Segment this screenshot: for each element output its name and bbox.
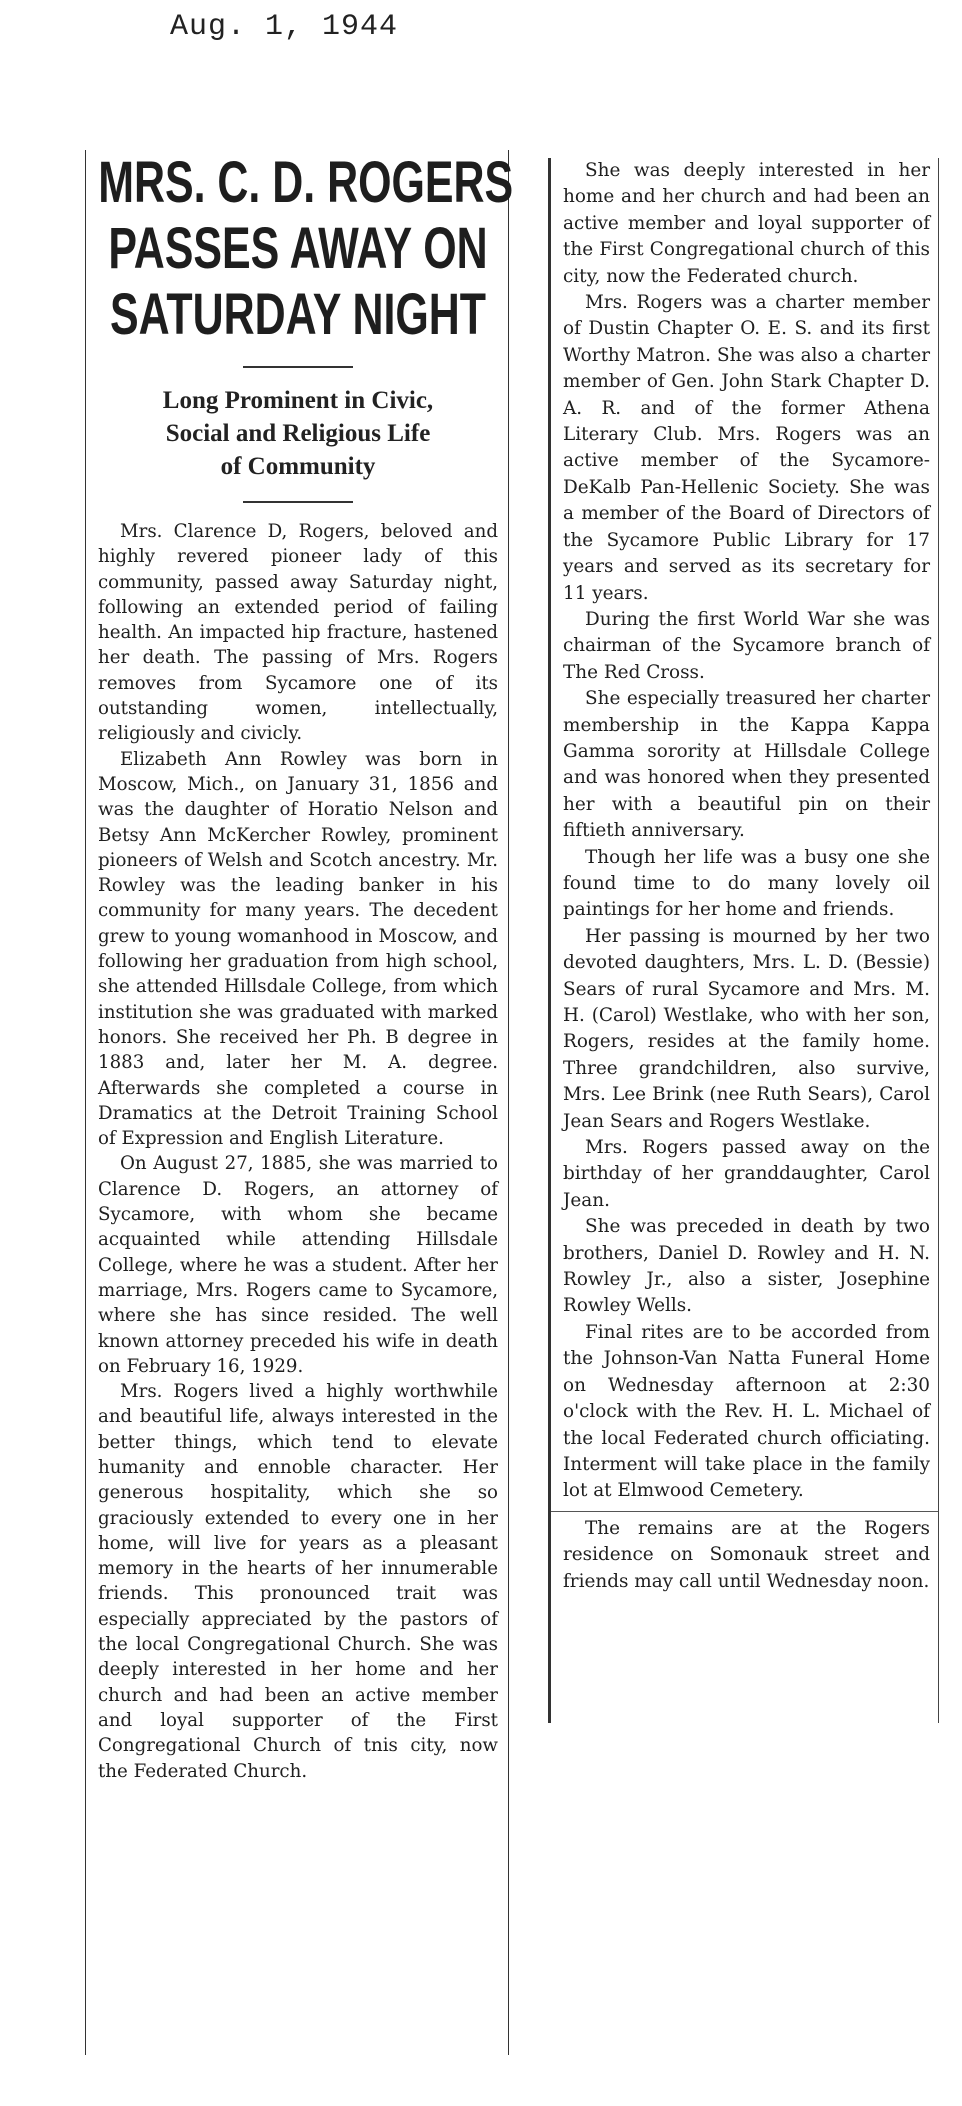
- paragraph: She was deeply interested in her home and her church and had been an active member and loyal supporter of the First Congregational church of this city, now the Federated church.: [563, 160, 930, 287]
- paragraph: She was preceded in death by two brothers, Daniel D. Rowley and H. N. Rowley Jr., also a sister, Josephine Rowley Wells.: [563, 1216, 930, 1317]
- subheadline-line-1: Long Prominent in Civic,: [162, 387, 434, 414]
- paragraph: During the first World War she was chairman of the Sycamore branch of The Red Cross.: [563, 608, 930, 683]
- subheadline-line-2: Social and Religious Life: [165, 420, 431, 447]
- clipping-date: Aug. 1, 1944: [170, 10, 399, 44]
- paragraph: Elizabeth Ann Rowley was born in Moscow, Mich., on January 31, 1856 and was the daughter of Horatio Nelson and Betsy Ann McKercher Rowley, prominent pioneers of Welsh and Scotch ancestry. Mr. Rowley was the leading banker in his community for many years. The decedent grew to young womanhood in Moscow, and following her graduation from high school, she attended Hillsdale College, from which institution she was graduated with marked honors. She received her Ph. B degree in 1883 and, later her M. A. degree. Afterwards she completed a course in Dramatics at the Detroit Training School of Expression and English Literature.: [98, 748, 498, 1150]
- visitation-note: The remains are at the Rogers residence on Somonauk street and friends may call until Wednesday noon.: [563, 1517, 930, 1592]
- paragraph: Mrs. Rogers passed away on the birthday of her granddaughter, Carol Jean.: [563, 1137, 930, 1211]
- paragraph: She especially treasured her charter membership in the Kappa Kappa Gamma sorority at Hillsdale College and was honored when they presented her with a beautiful pin on their fiftieth anniversary.: [563, 688, 930, 842]
- headline-line-1: MRS. C. D. ROGERS: [98, 150, 514, 215]
- paragraph: Though her life was a busy one she found time to do many lovely oil paintings for her home and friends.: [563, 846, 930, 921]
- headline-divider: [243, 366, 353, 368]
- paragraph: Mrs. Clarence D, Rogers, beloved and highly revered pioneer lady of this community, passed away Saturday night, following an extended period of failing health. An impacted hip fracture, hastened her death. The passing of Mrs. Rogers removes from Sycamore one of its outstanding women, intellectually, religiously and civicly.: [98, 521, 498, 745]
- subheadline-line-3: of Community: [220, 453, 376, 480]
- paragraph: Mrs. Rogers was a charter member of Dustin Chapter O. E. S. and its first Worthy Matron. She was also a charter member of Gen. John Stark Chapter D. A. R. and of the former Athena Literary Club. Mrs. Rogers was an active member of the Sycamore-DeKalb Pan-Hellenic Society. She was a member of the Board of Directors of the Sycamore Public Library for 17 years and served as its secretary for 11 years.: [563, 292, 930, 604]
- visitation-note-box: [551, 1511, 938, 1595]
- headline-line-3: SATURDAY NIGHT: [109, 282, 486, 347]
- paragraph: Her passing is mourned by her two devoted daughters, Mrs. L. D. (Bessie) Sears of rural Sycamore and Mrs. M. H. (Carol) Westlake, who with her son, Rogers, resides at the family home. Three grandchildren, also survive, Mrs. Lee Brink (nee Ruth Sears), Carol Jean Sears and Rogers Westlake.: [563, 925, 930, 1132]
- paragraph: On August 27, 1885, she was married to Clarence D. Rogers, an attorney of Sycamore, with whom she became acquainted while attending Hillsdale College, where he was a student. After her marriage, Mrs. Rogers came to Sycamore, where she has since resided. The well known attorney preceded his wife in death on February 16, 1929.: [98, 1153, 498, 1377]
- column-2-body: [563, 158, 930, 1595]
- paragraph: Final rites are to be accorded from the Johnson-Van Natta Funeral Home on Wednesday afternoon at 2:30 o'clock with the Rev. H. L. Michael of the local Federated church officiating. Interment will take place in the family lot at Elmwood Cemetery.: [563, 1321, 930, 1502]
- article-column-1: [85, 150, 514, 2055]
- headline-line-2: PASSES AWAY ON: [108, 216, 488, 281]
- article-column-2: [548, 158, 939, 1723]
- subhead-divider: [243, 501, 353, 503]
- paragraph: Mrs. Rogers lived a highly worthwhile and beautiful life, always interested in the better things, which tend to elevate humanity and ennoble character. Her generous hospitality, which she so graciously extended to every one in her home, will live for years as a pleasant memory in the hearts of her innumerable friends. This pronounced trait was especially appreciated by the pastors of the local Congregational Church. She was deeply interested in her home and her church and had been an active member and loyal supporter of the First Congregational Church of tnis city, now the Federated Church.: [98, 1381, 498, 1782]
- column-1-body: [98, 519, 498, 1784]
